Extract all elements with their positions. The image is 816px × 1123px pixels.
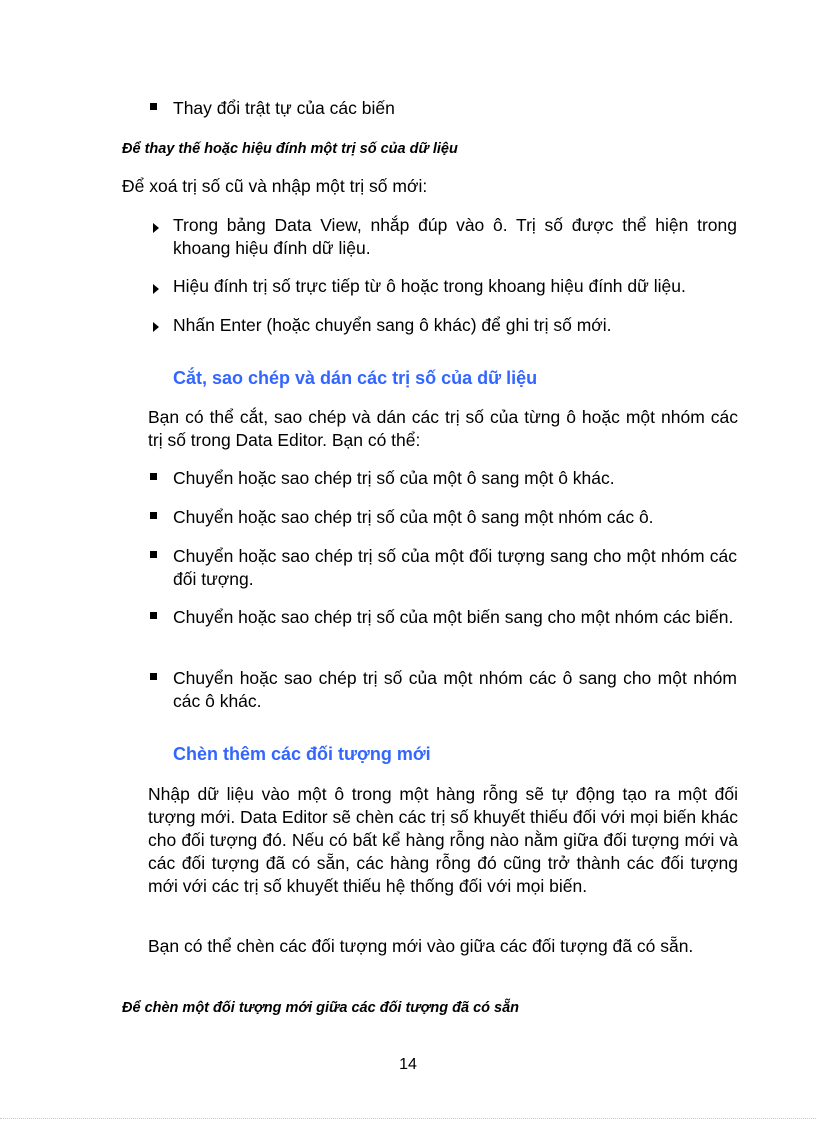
list-item: Hiệu đính trị số trực tiếp từ ô hoặc trong khoang hiệu đính dữ liệu. (173, 276, 686, 296)
square-bullet-icon (150, 612, 157, 619)
square-bullet-icon (150, 473, 157, 480)
section-title-insert: Chèn thêm các đối tượng mới (173, 744, 431, 764)
list-item: Chuyển hoặc sao chép trị số của một ô sang một ô khác. (173, 468, 615, 488)
triangle-bullet-icon (153, 223, 159, 233)
list-item: Trong bảng Data View, nhắp đúp vào ô. Trị số được thể hiện trong khoang hiệu đính dữ liệu. (173, 215, 737, 258)
square-bullet-icon (150, 512, 157, 519)
section-paragraph: Bạn có thể cắt, sao chép và dán các trị số của từng ô hoặc một nhóm các trị số trong Data Editor. Bạn có thể: (148, 407, 738, 450)
list-item: Chuyển hoặc sao chép trị số của một biến sang cho một nhóm các biến. (173, 607, 734, 627)
section-title-cut-copy: Cắt, sao chép và dán các trị số của dữ liệu (173, 368, 538, 388)
list-item: Chuyển hoặc sao chép trị số của một ô sang một nhóm các ô. (173, 507, 654, 527)
section-paragraph: Bạn có thể chèn các đối tượng mới vào giữa các đối tượng đã có sẵn. (148, 936, 694, 956)
list-item: Nhấn Enter (hoặc chuyển sang ô khác) để ghi trị số mới. (173, 315, 612, 335)
page-bottom-rule (0, 1118, 816, 1119)
procedure-heading: Để chèn một đối tượng mới giữa các đối tượng đã có sẵn (122, 1000, 520, 1016)
list-item: Thay đổi trật tự của các biến (173, 98, 395, 118)
list-item: Chuyển hoặc sao chép trị số của một nhóm các ô sang cho một nhóm các ô khác. (173, 668, 737, 711)
triangle-bullet-icon (153, 322, 159, 332)
page-number: 14 (399, 1056, 417, 1073)
square-bullet-icon (150, 551, 157, 558)
intro-text: Để xoá trị số cũ và nhập một trị số mới: (122, 176, 428, 196)
triangle-bullet-icon (153, 284, 159, 294)
list-item: Chuyển hoặc sao chép trị số của một đối tượng sang cho một nhóm các đối tượng. (173, 546, 737, 589)
square-bullet-icon (150, 673, 157, 680)
square-bullet-icon (150, 103, 157, 110)
procedure-heading: Để thay thế hoặc hiệu đính một trị số của dữ liệu (122, 141, 458, 157)
section-paragraph: Nhập dữ liệu vào một ô trong một hàng rỗng sẽ tự động tạo ra một đối tượng mới. Data Editor sẽ chèn các trị số khuyết thiếu đối với mọi biến khác cho đối tượng đó. Nếu có bất kể hàng rỗng nào nằm giữa đối tượng mới và các đối tượng đã có sẵn, các hàng rỗng đó cũng trở thành các đối tượng mới với các trị số khuyết thiếu hệ thống đối với mọi biến. (148, 784, 738, 896)
